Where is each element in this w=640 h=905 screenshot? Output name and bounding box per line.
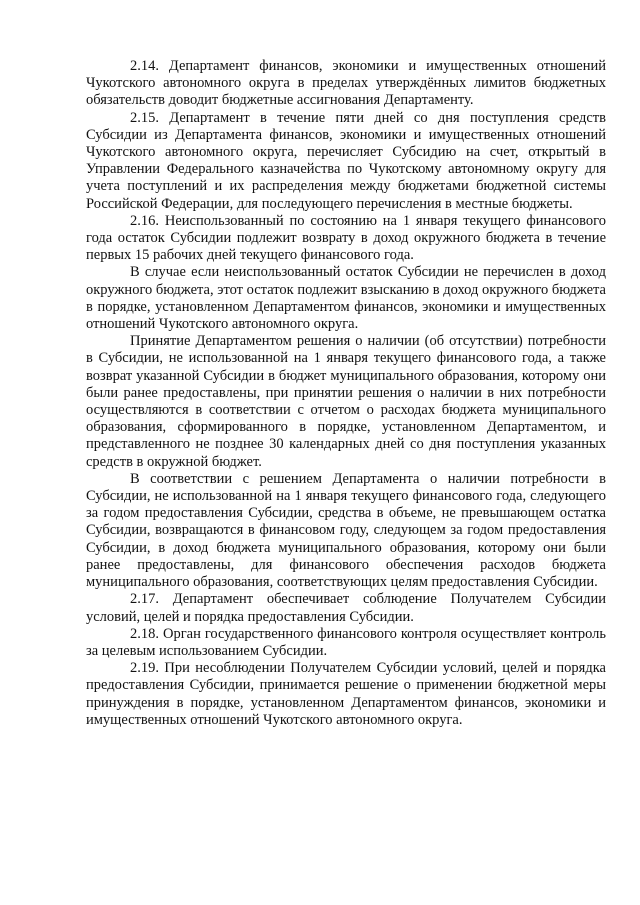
paragraph-2-18: 2.18. Орган государственного финансового контроля осуществляет контроль за целевым использованием Субсидии. (86, 625, 606, 659)
paragraph-return-funds: В соответствии с решением Департамента о наличии потребности в Субсидии, не использованной на 1 января текущего финансового года, следующего за годом предоставления Субсидии, средства в объеме, не превышающем остатка Субсидии, возвращаются в финансовом году, следующем за годом предоставления Субсидии, в доход бюджета муниципального образования, которому они были ранее предоставлены, для финансового обеспечения расходов бюджета муниципального образования, соответствующих целям предоставления Субсидии. (86, 470, 606, 591)
paragraph-2-14: 2.14. Департамент финансов, экономики и имущественных отношений Чукотского автономного округа в пределах утверждённых лимитов бюджетных обязательств доводит бюджетные ассигнования Департаменту. (86, 58, 606, 109)
paragraph-2-15: 2.15. Департамент в течение пяти дней со дня поступления средств Субсидии из Департамента финансов, экономики и имущественных отношений Чукотского автономного округа, перечисляет Субсидию на счет, открытый в Управлении Федерального казначейства по Чукотскому автономному округу для учета поступлений и их распределения между бюджетами бюджетной системы Российской Федерации, для последующего перечисления в местные бюджеты. (86, 109, 606, 212)
paragraph-unreturned-balance: В случае если неиспользованный остаток Субсидии не перечислен в доход окружного бюджета, этот остаток подлежит взысканию в доход окружного бюджета в порядке, установленном Департаментом финансов, экономики и имущественных отношений Чукотского автономного округа. (86, 264, 606, 333)
paragraph-decision-need: Принятие Департаментом решения о наличии (об отсутствии) потребности в Субсидии, не использованной на 1 января текущего финансового года, а также возврат указанной Субсидии в бюджет муниципального образования, которому они были ранее предоставлены, при принятии решения о наличии в них потребности осуществляются в соответствии с отчетом о расходах бюджета муниципального образования, сформированного в порядке, установленном Департаментом, и представленного не позднее 30 календарных дней со дня поступления указанных средств в окружной бюджет. (86, 333, 606, 470)
paragraph-2-19: 2.19. При несоблюдении Получателем Субсидии условий, целей и порядка предоставления Субсидии, принимается решение о применении бюджетной меры принуждения в порядке, установленном Департаментом финансов, экономики и имущественных отношений Чукотского автономного округа. (86, 660, 606, 728)
paragraph-2-16: 2.16. Неиспользованный по состоянию на 1 января текущего финансового года остаток Субсидии подлежит возврату в доход окружного бюджета в течение первых 15 рабочих дней текущего финансового года. (86, 212, 606, 264)
paragraph-2-17: 2.17. Департамент обеспечивает соблюдение Получателем Субсидии условий, целей и порядка предоставления Субсидии. (86, 591, 606, 625)
